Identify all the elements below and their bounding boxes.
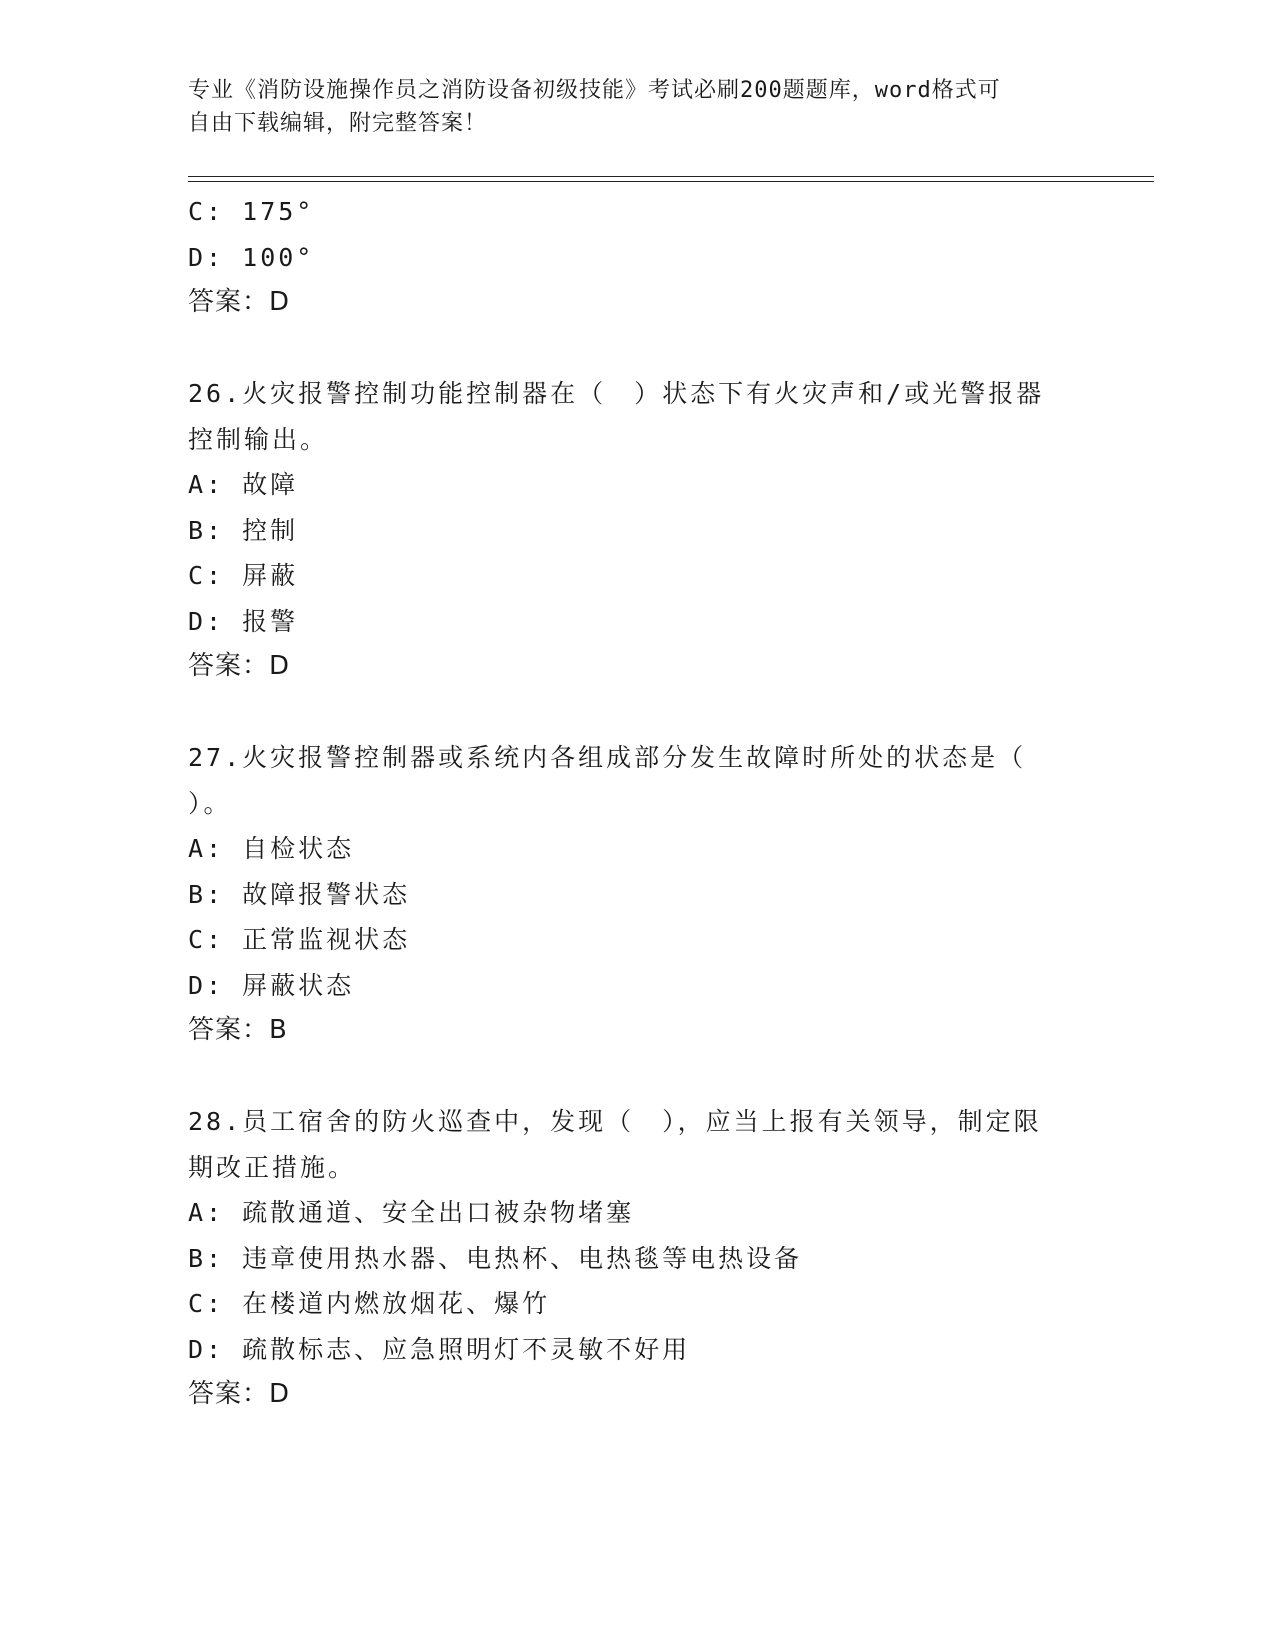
question-stem-line-2: 控制输出。 <box>188 424 329 454</box>
option-a: A: 疏散通道、安全出口被杂物堵塞 <box>188 1198 635 1227</box>
question-stem-line-1: 27.火灾报警控制器或系统内各组成部分发生故障时所处的状态是（ <box>188 743 1027 772</box>
header-line-2: 自由下载编辑，附完整答案！ <box>188 111 488 136</box>
option-c: C: 175° <box>188 197 315 226</box>
header-divider-bottom <box>188 181 1154 182</box>
answer-line: 答案：D <box>188 651 291 681</box>
answer-line: 答案：B <box>188 1015 288 1045</box>
document-header <box>188 74 1068 140</box>
option-d: D: 屏蔽状态 <box>188 970 355 1000</box>
option-d: D: 100° <box>188 242 315 272</box>
question-26 <box>188 371 1088 690</box>
question-27 <box>188 735 1088 1054</box>
option-a: A: 故障 <box>188 470 299 499</box>
question-stem-line-2: 期改正措施。 <box>188 1152 357 1182</box>
option-c: C: 正常监视状态 <box>188 925 411 954</box>
answer-line: 答案：D <box>188 1379 291 1409</box>
question-list <box>188 189 1088 1418</box>
spacer <box>188 690 1088 736</box>
header-line-1: 专业《消防设施操作员之消防设备初级技能》考试必刷200题题库，word格式可 <box>188 78 1001 103</box>
option-a: A: 自检状态 <box>188 834 355 863</box>
question-stem-line-1: 28.员工宿舍的防火巡查中，发现（ ），应当上报有关领导，制定限 <box>188 1107 1042 1136</box>
option-b: B: 违章使用热水器、电热杯、电热毯等电热设备 <box>188 1243 803 1273</box>
spacer <box>188 1054 1088 1100</box>
option-d: D: 疏散标志、应急照明灯不灵敏不好用 <box>188 1334 691 1364</box>
question-28 <box>188 1099 1088 1418</box>
option-d: D: 报警 <box>188 606 299 636</box>
header-divider-top <box>188 176 1154 177</box>
spacer <box>188 326 1088 372</box>
question-stem-line-1: 26.火灾报警控制功能控制器在（ ）状态下有火灾声和/或光警报器 <box>188 379 1045 408</box>
previous-question-tail <box>188 189 1088 326</box>
option-b: B: 控制 <box>188 515 299 545</box>
option-b: B: 故障报警状态 <box>188 879 411 909</box>
question-stem-line-2: ）。 <box>188 788 232 818</box>
option-c: C: 在楼道内燃放烟花、爆竹 <box>188 1289 551 1318</box>
answer-line: 答案：D <box>188 287 291 317</box>
option-c: C: 屏蔽 <box>188 561 299 590</box>
